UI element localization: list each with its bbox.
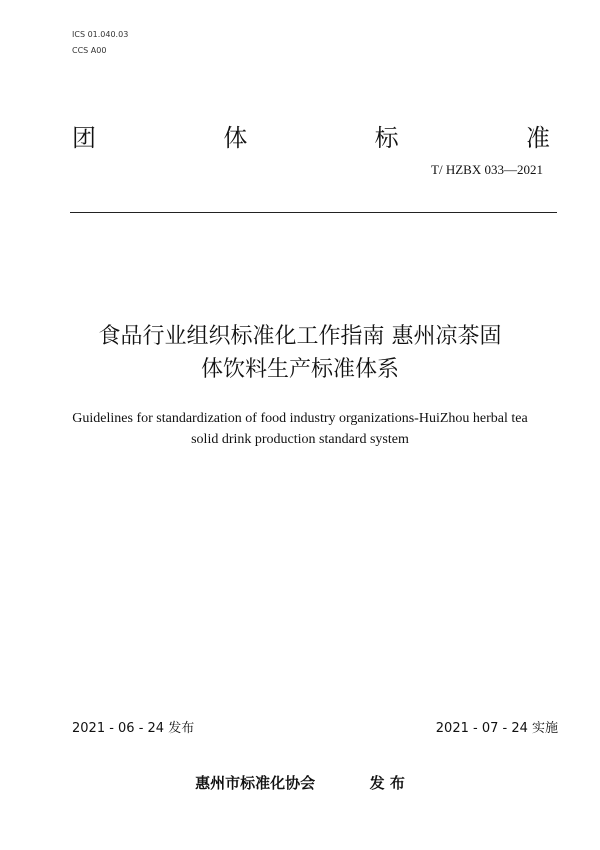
standard-type-char: 准 <box>525 124 550 152</box>
title-en-line: Guidelines for standardization of food industry organizations-HuiZhou herbal tea <box>72 411 528 426</box>
divider <box>70 212 557 213</box>
standard-code: T/ HZBX 033—2021 <box>431 162 543 177</box>
standard-type-char: 团 <box>72 124 96 152</box>
standard-type-char: 标 <box>374 124 399 152</box>
ccs-code: CCS A00 <box>72 46 107 55</box>
publish-label: 发 布 <box>369 774 405 792</box>
standard-type <box>72 118 550 153</box>
publisher-line <box>0 772 600 793</box>
title-cn <box>0 320 600 386</box>
ics-code: ICS 01.040.03 <box>72 30 129 39</box>
title-cn-line: 食品行业组织标准化工作指南 惠州凉茶固 <box>98 324 502 349</box>
title-en-line: solid drink production standard system <box>191 432 409 447</box>
title-en <box>0 408 600 450</box>
standard-type-char: 体 <box>223 124 248 152</box>
title-cn-line: 体饮料生产标准体系 <box>200 357 399 382</box>
publisher: 惠州市标准化协会 <box>195 774 316 792</box>
implement-date: 2021 - 07 - 24 实施 <box>435 721 558 736</box>
publish-date: 2021 - 06 - 24 发布 <box>72 721 195 736</box>
